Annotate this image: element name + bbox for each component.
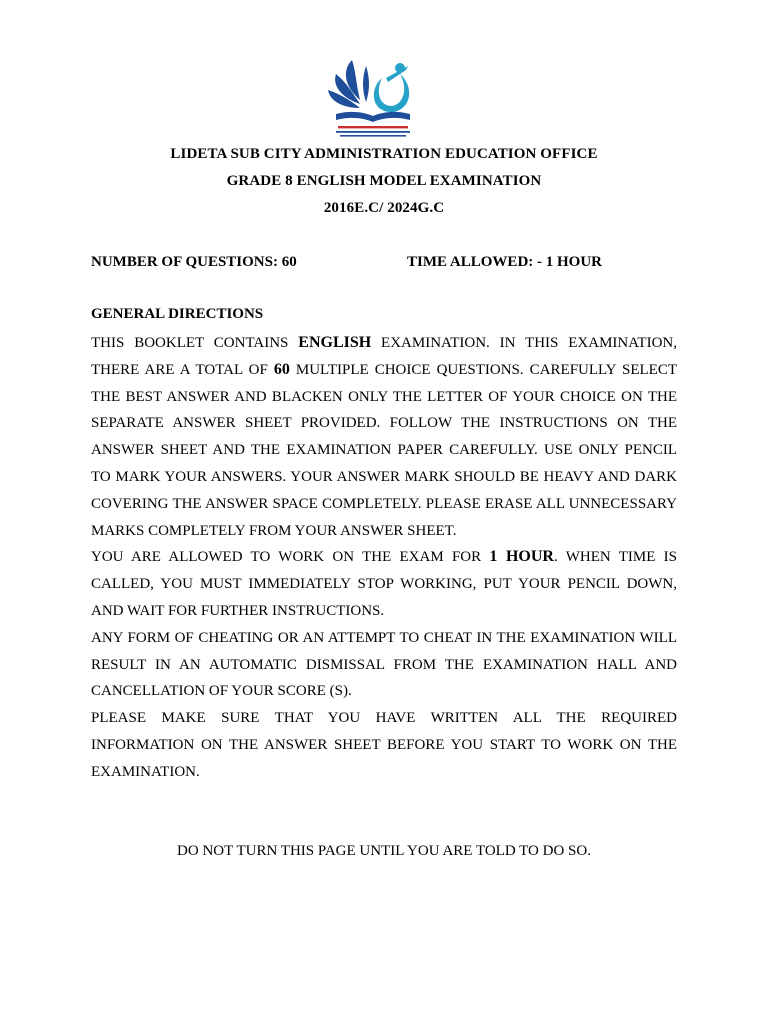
p1-text-c: EXAMINATION. IN THIS EXAMINATION, THERE ARE A TOTAL OF bbox=[91, 335, 677, 378]
p1-count-bold: 60 bbox=[273, 360, 290, 378]
p2-text-c: . WHEN TIME IS CALLED, YOU MUST IMMEDIATELY STOP WORKING, PUT YOUR PENCIL DOWN, AND WAIT FOR FURTHER INSTRUCTIONS. bbox=[91, 549, 677, 619]
directions-body bbox=[91, 330, 677, 786]
exam-meta bbox=[91, 254, 677, 271]
directions-paragraph-4: PLEASE MAKE SURE THAT YOU HAVE WRITTEN ALL THE REQUIRED INFORMATION ON THE ANSWER SHEET BEFORE YOU START TO WORK ON THE EXAMINATION. bbox=[91, 710, 677, 780]
office-name: LIDETA SUB CITY ADMINISTRATION EDUCATION OFFICE bbox=[170, 146, 598, 162]
time-allowed: TIME ALLOWED: - 1 HOUR bbox=[407, 254, 603, 270]
general-directions-heading: GENERAL DIRECTIONS bbox=[91, 306, 264, 322]
p2-duration-bold: 1 HOUR bbox=[489, 548, 554, 566]
p1-subject-bold: ENGLISH bbox=[298, 334, 372, 351]
number-of-questions: NUMBER OF QUESTIONS: 60 bbox=[91, 254, 297, 270]
do-not-turn-notice: DO NOT TURN THIS PAGE UNTIL YOU ARE TOLD TO DO SO. bbox=[177, 843, 591, 859]
p2-text-a: YOU ARE ALLOWED TO WORK ON THE EXAM FOR bbox=[91, 549, 490, 566]
p1-text-a: THIS BOOKLET CONTAINS bbox=[91, 335, 299, 351]
directions-paragraph-1 bbox=[91, 330, 677, 544]
exam-year: 2016E.C/ 2024G.C bbox=[323, 200, 445, 216]
directions-paragraph-2 bbox=[91, 544, 677, 624]
directions-paragraph-3: ANY FORM OF CHEATING OR AN ATTEMPT TO CHEAT IN THE EXAMINATION WILL RESULT IN AN AUTOMATIC DISMISSAL FROM THE EXAMINATION HALL AND CANCELLATION OF YOUR SCORE (S). bbox=[91, 629, 677, 700]
exam-title: GRADE 8 ENGLISH MODEL EXAMINATION bbox=[226, 173, 542, 189]
education-office-logo-icon bbox=[322, 56, 424, 142]
p1-text-e: MULTIPLE CHOICE QUESTIONS. CAREFULLY SELECT THE BEST ANSWER AND BLACKEN ONLY THE LETTER OF YOUR CHOICE ON THE SEPARATE ANSWER SHEET PROVIDED. FOLLOW THE INSTRUCTIONS ON THE ANSWER SHEET AND THE EXAMINATION PAPER CAREFULLY. USE ONLY PENCIL TO MARK YOUR ANSWERS. YOUR ANSWER MARK SHOULD BE HEAVY AND DARK COVERING THE ANSWER SPACE COMPLETELY. PLEASE ERASE ALL UNNECESSARY MARKS COMPLETELY FROM YOUR ANSWER SHEET. bbox=[91, 361, 677, 539]
